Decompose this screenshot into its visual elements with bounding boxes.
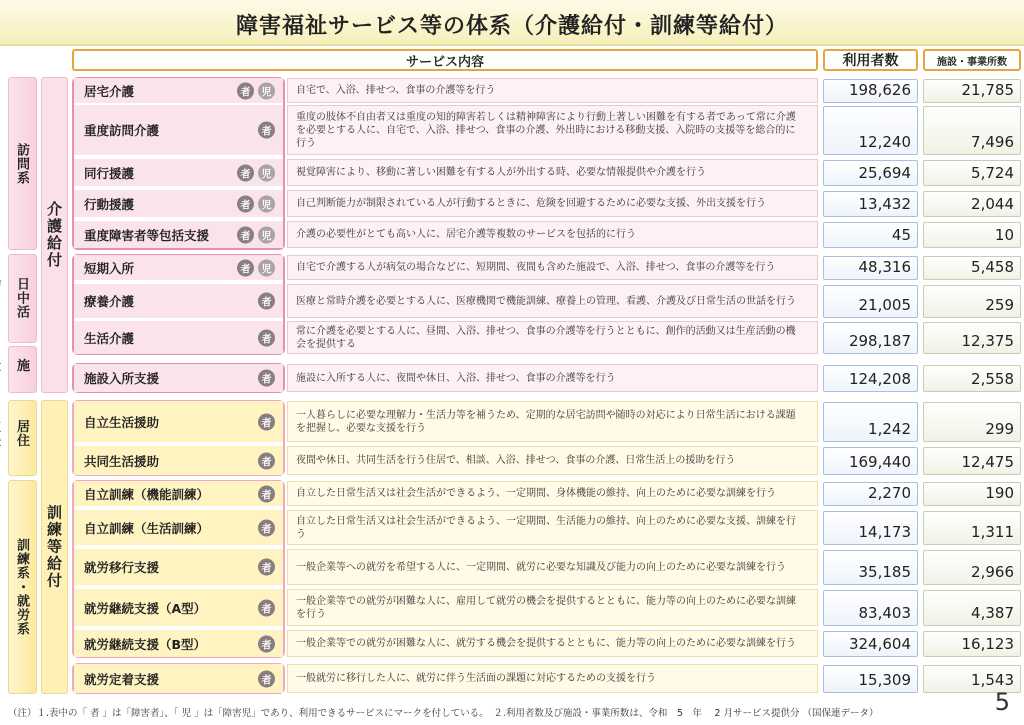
adult-mark-icon: 者	[237, 226, 254, 243]
facility-count: 12,475	[923, 447, 1021, 475]
service-name: 自立生活援助 者	[74, 401, 283, 442]
page-number: 5	[994, 688, 1010, 716]
adult-mark-icon: 者	[258, 559, 275, 576]
child-mark-icon: 児	[258, 195, 275, 212]
footnote: （注）１.表中の「 者 」は「障害者」、「 児 」は「障害児」であり、利用できるサービスにマークを付している。 ２.利用者数及び施設・事業所数は、令和 5 年 2 月サービス提供分 （国保連データ）	[8, 708, 879, 719]
service-description: 自立した日常生活又は社会生活ができるよう、一定期間、生活能力の維持、向上のために必要な支援、訓練を行う	[287, 510, 818, 545]
service-description: 自己判断能力が制限されている人が行動するときに、危険を回避するために必要な支援、外出支援を行う	[287, 190, 818, 217]
adult-mark-icon: 者	[258, 293, 275, 310]
facility-count: 10	[923, 222, 1021, 248]
facility-count: 21,785	[923, 79, 1021, 103]
service-row	[72, 363, 818, 393]
category-daytime	[8, 254, 37, 343]
service-name: 就労継続支援（B型） 者	[74, 630, 283, 657]
target-marks	[237, 259, 275, 276]
service-name: 行動援護 者 児	[74, 190, 283, 217]
user-count: 169,440	[823, 447, 918, 475]
target-marks	[258, 670, 275, 687]
service-row	[72, 663, 818, 694]
target-marks	[258, 413, 275, 430]
service-row	[72, 480, 818, 507]
service-description: 視覚障害により、移動に著しい困難を有する人が外出する時、必要な情報提供や介護を行う	[287, 159, 818, 186]
user-count: 48,316	[823, 256, 918, 280]
user-count: 1,242	[823, 402, 918, 442]
target-marks	[258, 519, 275, 536]
adult-mark-icon: 者	[258, 122, 275, 139]
header-facilities: 施設・事業所数	[923, 49, 1021, 71]
child-mark-icon: 児	[258, 259, 275, 276]
service-name: 就労継続支援（A型） 者	[74, 589, 283, 626]
service-description: 一般企業等での就労が困難な人に、就労する機会を提供するとともに、能力等の向上のために必要な訓練を行う	[287, 630, 818, 657]
adult-mark-icon: 者	[237, 259, 254, 276]
facility-count: 2,966	[923, 550, 1021, 585]
service-row	[72, 158, 818, 187]
group-training-benefits	[41, 400, 68, 694]
target-marks	[237, 195, 275, 212]
group-label: 訓練等給付	[45, 504, 63, 590]
facility-count: 5,458	[923, 256, 1021, 280]
service-row	[72, 189, 818, 218]
service-description: 医療と常時介護を必要とする人に、医療機関で機能訓練、療養上の管理、看護、介護及び日常生活の世話を行う	[287, 284, 818, 318]
service-name: 療養介護 者	[74, 284, 283, 318]
facility-count: 1,543	[923, 665, 1021, 693]
target-marks	[258, 635, 275, 652]
service-name: 重度障害者等包括支援 者 児	[74, 221, 283, 248]
category-label: 日中活	[14, 276, 29, 319]
service-name: 就労定着支援 者	[74, 664, 283, 693]
adult-mark-icon: 者	[258, 452, 275, 469]
facility-count: 2,044	[923, 191, 1021, 217]
child-mark-icon: 児	[258, 226, 275, 243]
user-count: 25,694	[823, 160, 918, 186]
adult-mark-icon: 者	[237, 164, 254, 181]
category-label: 訓練系・就労系	[14, 538, 29, 636]
category-facility	[8, 346, 37, 393]
category-training-employment	[8, 480, 37, 694]
target-marks	[258, 122, 275, 139]
service-row	[72, 588, 818, 627]
user-count: 15,309	[823, 665, 918, 693]
service-description: 一人暮らしに必要な理解力・生活力等を補うため、定期的な居宅訪問や随時の対応により日常生活における課題を把握し、必要な支援を行う	[287, 401, 818, 442]
header-service: サービス内容	[72, 49, 818, 71]
title-bar	[0, 0, 1024, 46]
service-row	[72, 104, 818, 156]
service-description: 一般企業等での就労が困難な人に、雇用して就労の機会を提供するとともに、能力等の向上のために必要な訓練を行う	[287, 589, 818, 626]
service-name: 就労移行支援 者	[74, 549, 283, 585]
service-description: 自宅で介護する人が病気の場合などに、短期間、夜間も含めた施設で、入浴、排せつ、食事の介護等を行う	[287, 255, 818, 280]
target-marks	[258, 559, 275, 576]
service-description: 自宅で、入浴、排せつ、食事の介護等を行う	[287, 78, 818, 103]
category-label: 施	[14, 358, 29, 373]
group-care-benefits	[41, 77, 68, 393]
category-label: 居住	[14, 419, 29, 448]
service-row	[72, 283, 818, 319]
target-marks	[258, 599, 275, 616]
target-marks	[258, 485, 275, 502]
service-row	[72, 220, 818, 249]
header-users: 利用者数	[823, 49, 918, 71]
category-visit	[8, 77, 37, 250]
user-count: 324,604	[823, 631, 918, 657]
adult-mark-icon: 者	[258, 329, 275, 346]
service-description: 一般就労に移行した人に、就労に伴う生活面の課題に対応するための支援を行う	[287, 664, 818, 693]
facility-count: 259	[923, 285, 1021, 318]
service-description: 自立した日常生活又は社会生活ができるよう、一定期間、身体機能の維持、向上のために必要な訓練を行う	[287, 481, 818, 506]
facility-count: 2,558	[923, 365, 1021, 392]
facility-count: 190	[923, 482, 1021, 506]
adult-mark-icon: 者	[258, 599, 275, 616]
group-label: 介護給付	[45, 201, 63, 269]
service-name: 自立訓練（機能訓練） 者	[74, 481, 283, 506]
user-count: 2,270	[823, 482, 918, 506]
facility-count: 16,123	[923, 631, 1021, 657]
target-marks	[237, 226, 275, 243]
adult-mark-icon: 者	[258, 635, 275, 652]
child-mark-icon: 児	[258, 164, 275, 181]
service-name: 自立訓練（生活訓練） 者	[74, 510, 283, 545]
adult-mark-icon: 者	[258, 413, 275, 430]
adult-mark-icon: 者	[237, 195, 254, 212]
target-marks	[258, 329, 275, 346]
user-count: 198,626	[823, 79, 918, 103]
user-count: 21,005	[823, 285, 918, 318]
service-description: 介護の必要性がとても高い人に、居宅介護等複数のサービスを包括的に行う	[287, 221, 818, 248]
service-row	[72, 445, 818, 476]
user-count: 12,240	[823, 106, 918, 155]
user-count: 13,432	[823, 191, 918, 217]
target-marks	[258, 452, 275, 469]
facility-count: 5,724	[923, 160, 1021, 186]
service-name: 共同生活援助 者	[74, 446, 283, 475]
category-residential	[8, 400, 37, 476]
service-name: 施設入所支援 者	[74, 364, 283, 392]
target-marks	[258, 293, 275, 310]
facility-count: 7,496	[923, 106, 1021, 155]
service-description: 夜間や休日、共同生活を行う住居で、相談、入浴、排せつ、食事の介護、日常生活上の援助を行う	[287, 446, 818, 475]
service-description: 一般企業等への就労を希望する人に、一定期間、就労に必要な知識及び能力の向上のために必要な訓練を行う	[287, 549, 818, 585]
facility-count: 1,311	[923, 511, 1021, 545]
adult-mark-icon: 者	[258, 670, 275, 687]
service-name: 居宅介護 者 児	[74, 78, 283, 103]
facility-count: 12,375	[923, 322, 1021, 354]
adult-mark-icon: 者	[258, 370, 275, 387]
service-row	[72, 254, 818, 281]
adult-mark-icon: 者	[258, 485, 275, 502]
service-row	[72, 629, 818, 658]
facility-count: 4,387	[923, 590, 1021, 626]
facility-count: 299	[923, 402, 1021, 442]
user-count: 83,403	[823, 590, 918, 626]
adult-mark-icon: 者	[258, 519, 275, 536]
service-name: 生活介護 者	[74, 321, 283, 354]
user-count: 45	[823, 222, 918, 248]
service-description: 常に介護を必要とする人に、昼間、入浴、排せつ、食事の介護等を行うとともに、創作的活動又は生産活動の機会を提供する	[287, 321, 818, 354]
service-row	[72, 320, 818, 355]
page-title: 障害福祉サービス等の体系（介護給付・訓練等給付）	[235, 14, 788, 39]
user-count: 298,187	[823, 322, 918, 354]
target-marks	[237, 164, 275, 181]
service-row	[72, 509, 818, 546]
user-count: 124,208	[823, 365, 918, 392]
service-row	[72, 548, 818, 586]
service-name: 短期入所 者 児	[74, 255, 283, 280]
adult-mark-icon: 者	[237, 82, 254, 99]
target-marks	[258, 370, 275, 387]
service-row	[72, 77, 818, 104]
child-mark-icon: 児	[258, 82, 275, 99]
service-name: 同行援護 者 児	[74, 159, 283, 186]
service-description: 施設に入所する人に、夜間や休日、入浴、排せつ、食事の介護等を行う	[287, 364, 818, 392]
service-description: 重度の肢体不自由者又は重度の知的障害若しくは精神障害により行動上著しい困難を有する者であって常に介護を必要とする人に、自宅で、入浴、排せつ、食事の介護、外出時における移動支援、入院時の支援等を総合的に行う	[287, 105, 818, 155]
user-count: 35,185	[823, 550, 918, 585]
user-count: 14,173	[823, 511, 918, 545]
service-name: 重度訪問介護 者	[74, 105, 283, 155]
category-label: 訪問系	[14, 142, 29, 185]
service-row	[72, 400, 818, 443]
target-marks	[237, 82, 275, 99]
